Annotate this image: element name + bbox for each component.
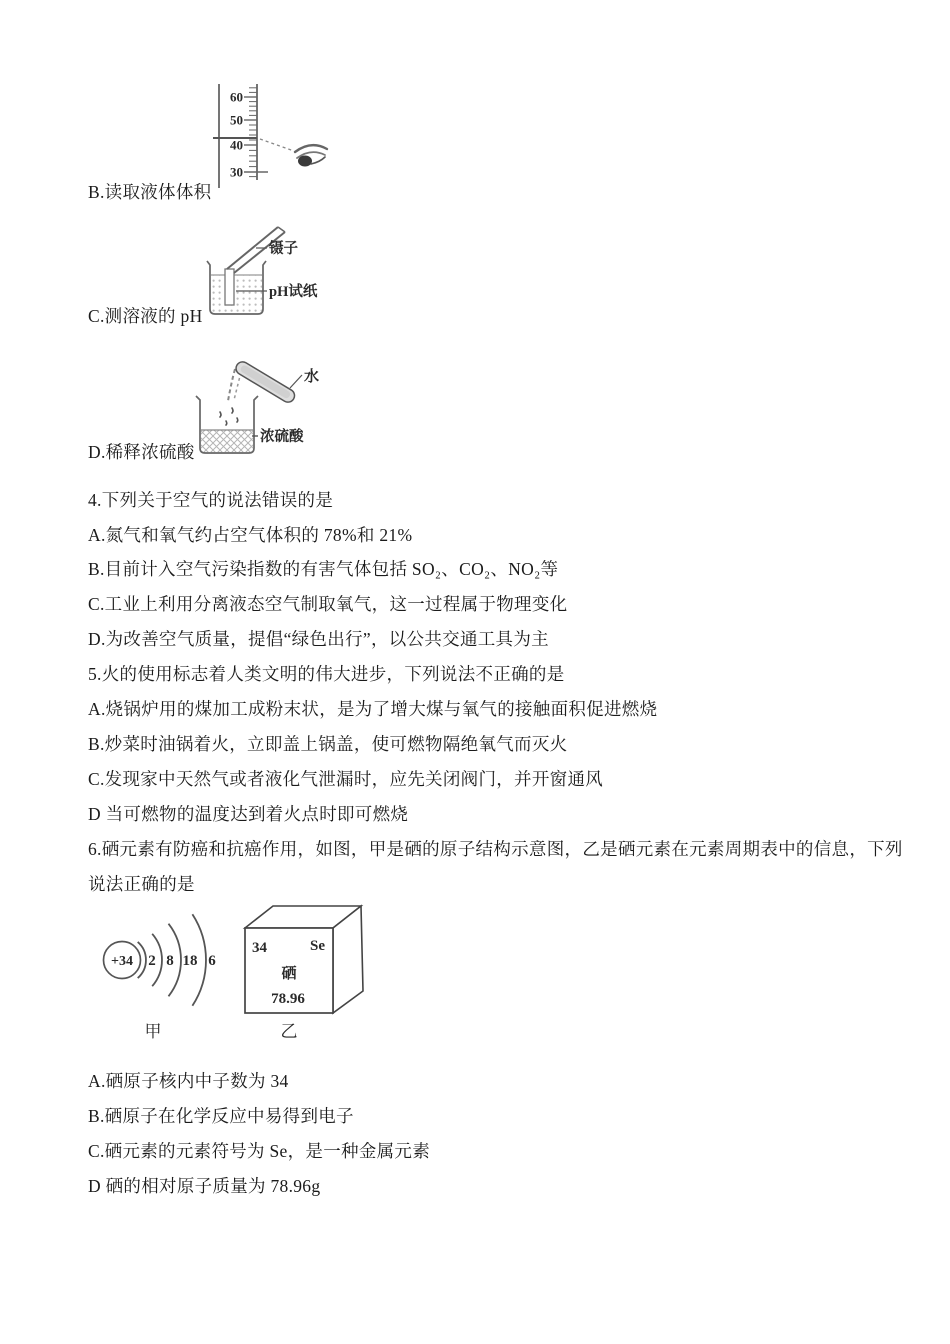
q4-option-b: B.目前计入空气污染指数的有害气体包括 SO₂、CO₂、NO₂等 [88,559,559,579]
ph-test-figure [200,225,340,320]
q6-option-c: C.硒元素的元素符号为 Se，是一种金属元素 [88,1141,431,1161]
atomic-number: 34 [252,940,267,956]
ph-paper-icon [225,269,234,305]
q6-option-d: D 硒的相对原子质量为 78.96g [88,1176,321,1196]
nucleus-charge: +34 [111,954,133,969]
q4-stem: 4.下列关于空气的说法错误的是 [88,490,334,510]
q5-option-c: C.发现家中天然气或者液化气泄漏时，应先关闭阀门，并开窗通风 [88,769,604,789]
q4-option-d: D.为改善空气质量，提倡“绿色出行”，以公共交通工具为主 [88,629,549,649]
test-tube-icon [234,359,297,404]
atom-nucleus [104,942,141,979]
q3-option-b-caption: B.读取液体体积 [88,182,212,202]
element-symbol: Se [310,938,325,954]
sight-line [260,139,294,151]
water-label: 水 [304,369,320,385]
solution-liquid [211,275,262,312]
tick-label-60: 60 [230,89,243,105]
q5-option-a: A.烧锅炉用的煤加工成粉末状，是为了增大煤与氧气的接触面积促进燃烧 [88,699,658,719]
splash-droplets [220,408,238,425]
graduated-cylinder-figure [210,80,345,192]
tick-label-30: 30 [230,164,243,180]
q5-option-b: B.炒菜时油锅着火，立即盖上锅盖，使可燃物隔绝氧气而灭火 [88,734,568,754]
acid-label: 浓硫酸 [260,429,304,445]
shell-electrons-4: 6 [208,953,216,969]
shell-electrons-1: 2 [148,953,156,969]
q6-stem-line1: 6.硒元素有防癌和抗癌作用，如图，甲是硒的原子结构示意图，乙是硒元素在元素周期表中的信息，下列 [88,839,903,859]
q5-stem: 5.火的使用标志着人类文明的伟大进步，下列说法不正确的是 [88,664,565,684]
q6-option-b: B.硒原子在化学反应中易得到电子 [88,1106,354,1126]
tweezers-label: 镊子 [269,241,298,257]
atomic-mass: 78.96 [271,991,305,1007]
q3-option-d-caption: D.稀释浓硫酸 [88,442,195,462]
graduated-cylinder-icon [213,84,268,188]
acid-liquid [201,430,253,452]
tick-label-50: 50 [230,112,243,128]
q4-option-c: C.工业上利用分离液态空气制取氧气，这一过程属于物理变化 [88,594,568,614]
element-name: 硒 [281,966,297,982]
q6-stem-line2: 说法正确的是 [88,874,195,894]
q3-option-c-caption: C.测溶液的 pH [88,306,203,326]
eye-icon [295,145,327,166]
dilution-figure [192,352,332,460]
selenium-figure [65,896,400,1046]
element-cell-caption: 乙 [280,1022,298,1041]
q6-option-a: A.硒原子核内中子数为 34 [88,1071,289,1091]
atom-caption: 甲 [144,1022,162,1041]
shell-electrons-3: 18 [182,953,198,969]
tick-label-40: 40 [230,137,243,153]
ph-paper-label: pH试纸 [269,284,318,300]
q5-option-d: D 当可燃物的温度达到着火点时即可燃烧 [88,804,409,824]
shell-electrons-2: 8 [166,953,174,969]
q4-option-a: A.氮气和氧气约占空气体积的 78%和 21% [88,525,413,545]
element-cube [245,906,363,1013]
